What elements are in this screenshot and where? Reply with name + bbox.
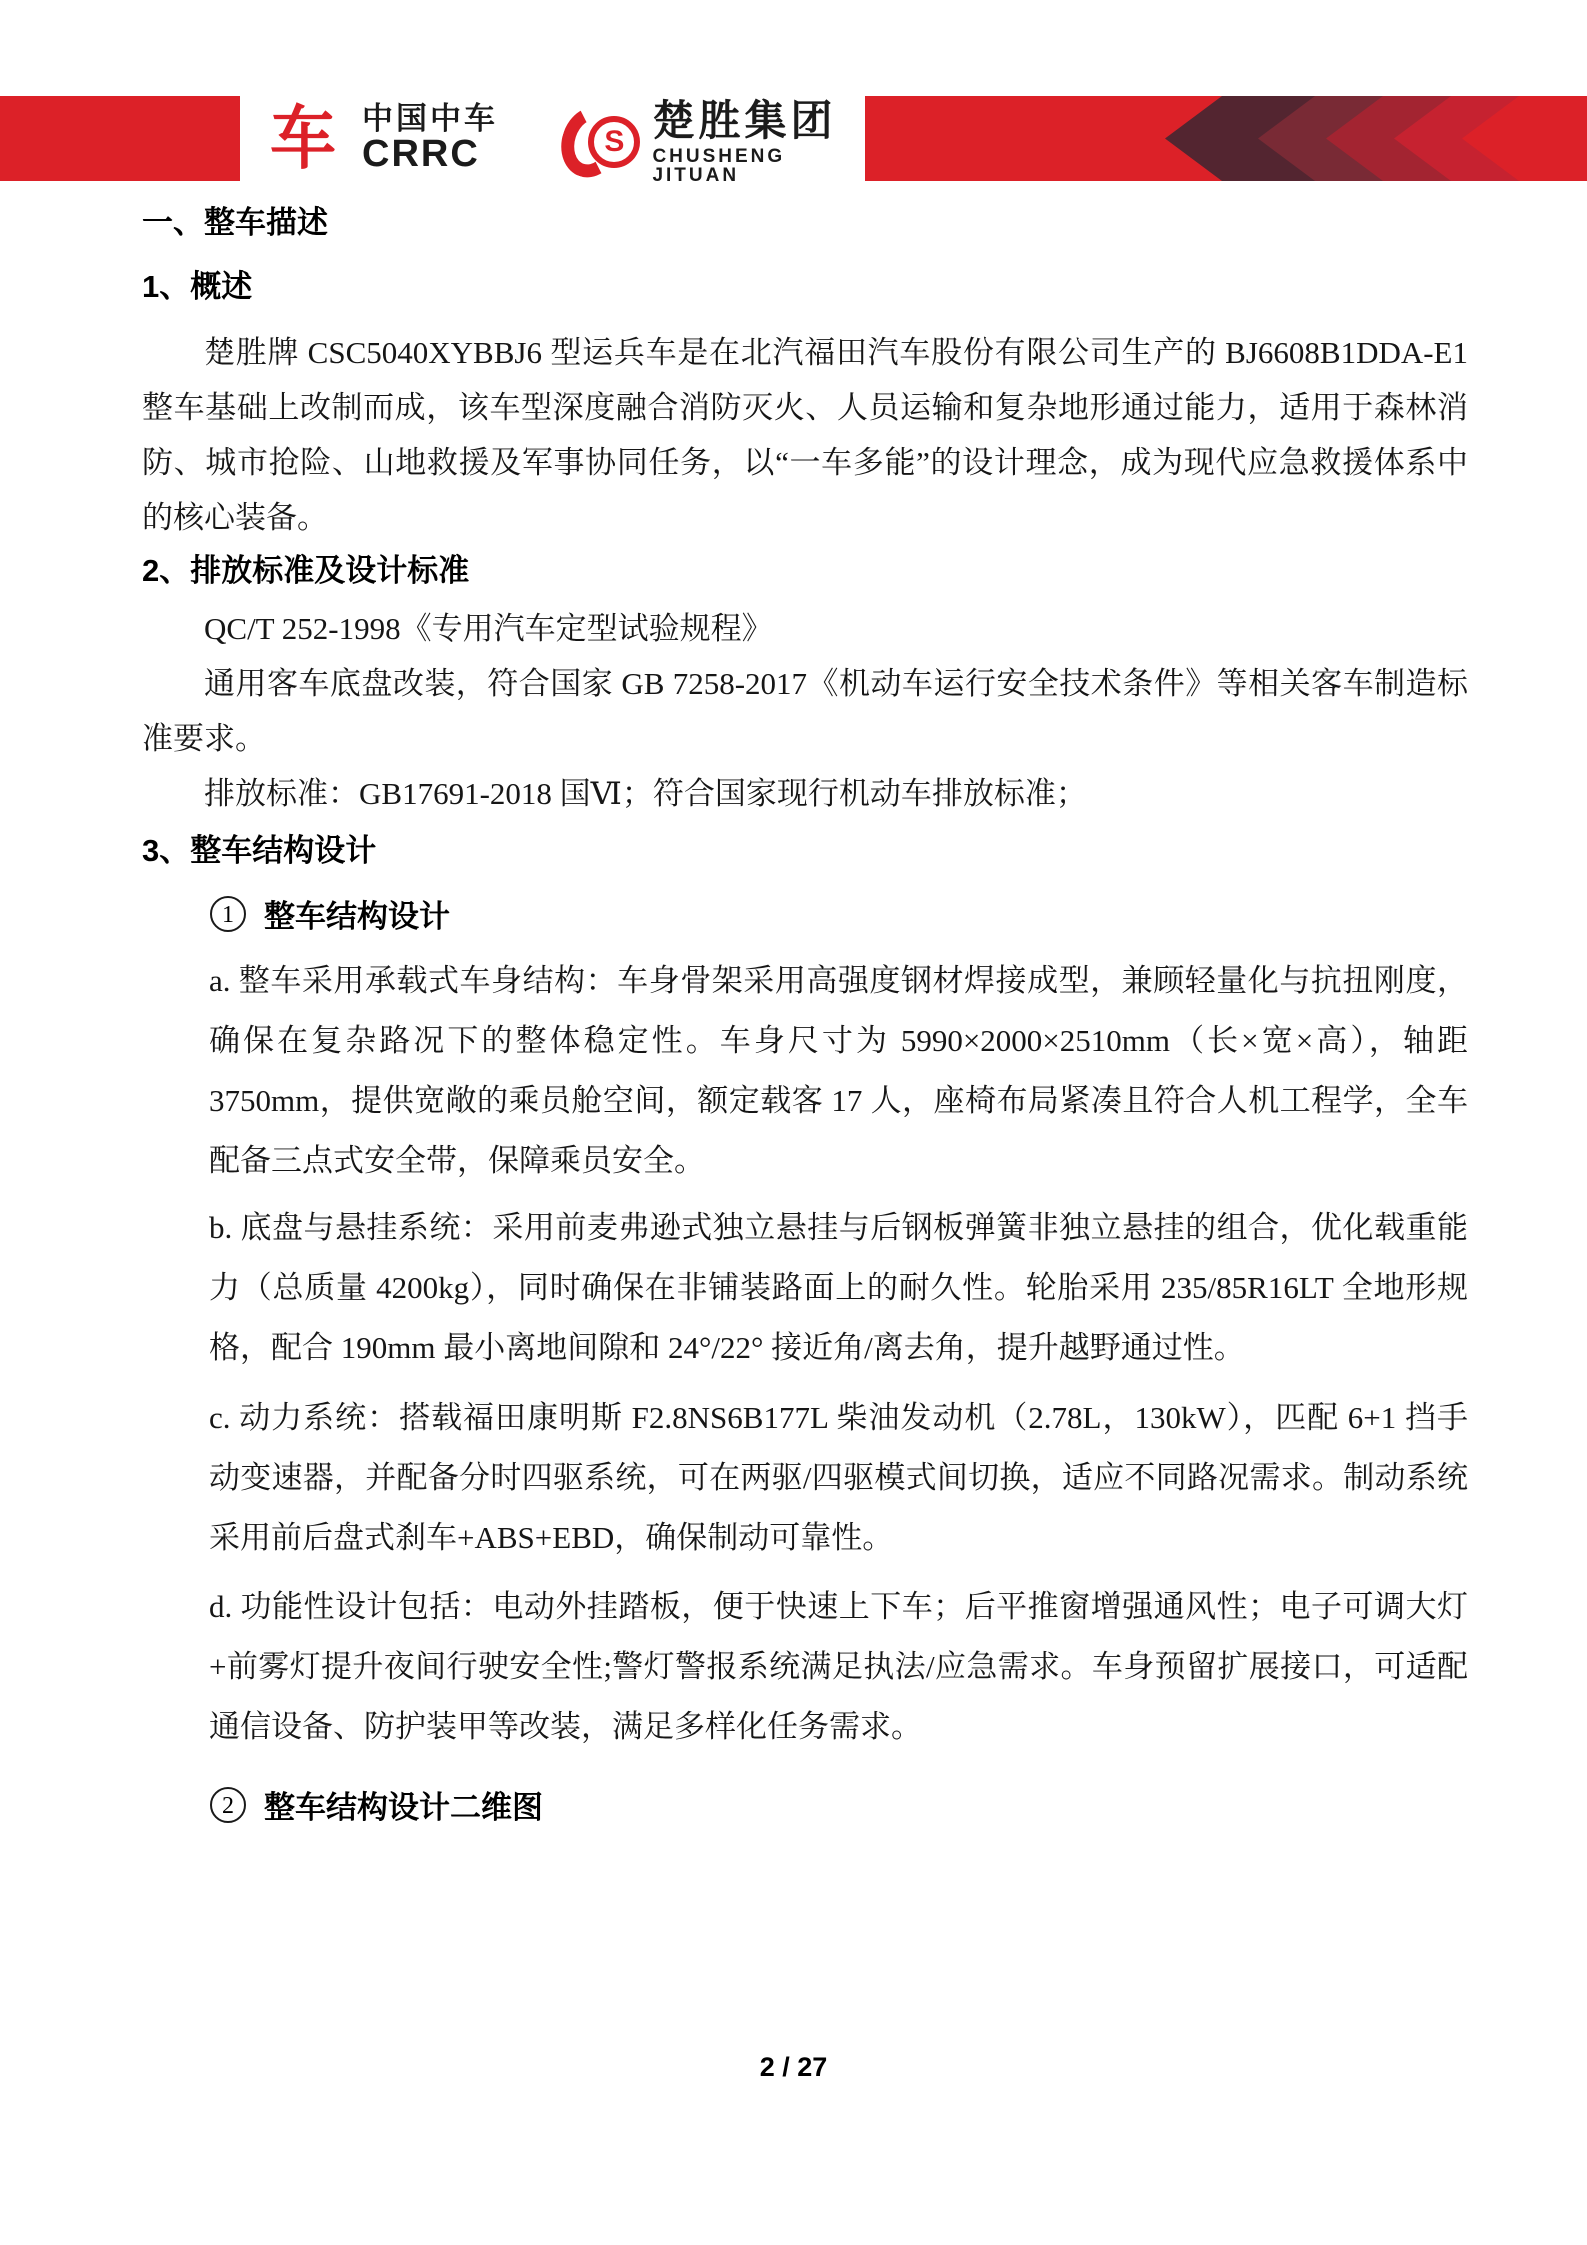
paragraph-item-c: c. 动力系统：搭载福田康明斯 F2.8NS6B177L 柴油发动机（2.78L，130kW），匹配 6+1 挡手动变速器，并配备分时四驱系统，可在两驱/四驱模式间切换，适应不同路况需求。制动系统采用前后盘式刹车+ABS+EBD，确保制动可靠性。 — [209, 1400, 1468, 1555]
chusheng-name-cn: 楚胜集团 — [652, 97, 837, 144]
crrc-logo — [270, 100, 498, 176]
heading-structure-design: 3、整车结构设计 — [142, 833, 377, 868]
subheading-structure-2d-diagram — [210, 1782, 1468, 1827]
chusheng-emblem-icon — [562, 104, 640, 182]
s-ring-icon: S — [588, 116, 640, 168]
crrc-name-en: CRRC — [362, 133, 480, 175]
heading-emission-standards: 2、排放标准及设计标准 — [142, 553, 470, 588]
circled-number-1-icon: 1 — [210, 896, 246, 932]
crrc-emblem-icon: 车 — [270, 99, 336, 177]
crrc-logo-text — [362, 103, 498, 173]
subheading-label: 整车结构设计二维图 — [264, 1790, 543, 1825]
heading-overview: 1、概述 — [142, 269, 253, 304]
crrc-name-cn: 中国中车 — [362, 101, 498, 136]
circled-number-2-icon: 2 — [210, 1787, 246, 1823]
paragraph-item-a: a. 整车采用承载式车身结构：车身骨架采用高强度钢材焊接成型，兼顾轻量化与抗扭刚度，确保在复杂路况下的整体稳定性。车身尺寸为 5990×2000×2510mm（长×宽×高），轴距 3750mm，提供宽敞的乘员舱空间，额定载客 17 人，座椅布局紧凑且符合人机工程学，全车配备三点式安全带，保障乘员安全。 — [209, 963, 1468, 1178]
chusheng-logo — [562, 97, 865, 186]
document-content — [142, 181, 1468, 1827]
page-number: 2 / 27 — [759, 2052, 828, 2082]
chusheng-logo-text — [652, 97, 865, 186]
header-red-block-left — [0, 96, 240, 181]
paragraph-item-b: b. 底盘与悬挂系统：采用前麦弗逊式独立悬挂与后钢板弹簧非独立悬挂的组合，优化载重能力（总质量 4200kg），同时确保在非铺装路面上的耐久性。轮胎采用 235/85R16LT 全地形规格，配合 190mm 最小离地间隙和 24°/22° 接近角/离去角，提升越野通过性。 — [209, 1210, 1468, 1365]
header-red-bar-right — [865, 96, 1587, 181]
paragraph-item-d: d. 功能性设计包括：电动外挂踏板，便于快速上下车；后平推窗增强通风性；电子可调大灯+前雾灯提升夜间行驶安全性;警灯警报系统满足执法/应急需求。车身预留扩展接口，可适配通信设备、防护装甲等改装，满足多样化任务需求。 — [209, 1589, 1468, 1744]
header-logo-strip — [240, 96, 865, 186]
page-footer — [0, 2052, 1587, 2083]
subheading-label: 整车结构设计 — [264, 899, 450, 934]
chusheng-name-en: CHUSHENG JITUAN — [652, 146, 786, 186]
paragraph-standard-gb7258: 通用客车底盘改装，符合国家 GB 7258-2017《机动车运行安全技术条件》等相关客车制造标准要求。 — [142, 666, 1468, 756]
heading-vehicle-description: 一、整车描述 — [142, 205, 328, 240]
subheading-structure-design — [210, 891, 1468, 936]
paragraph-overview: 楚胜牌 CSC5040XYBBJ6 型运兵车是在北汽福田汽车股份有限公司生产的 BJ6608B1DDA-E1 整车基础上改制而成，该车型深度融合消防灭火、人员运输和复杂地形通过能力，适用于森林消防、城市抢险、山地救援及军事协同任务，以“一车多能”的设计理念，成为现代应急救援体系中的核心装备。 — [142, 335, 1468, 535]
paragraph-standard-qct: QC/T 252-1998《专用汽车定型试验规程》 — [204, 611, 773, 646]
paragraph-emission-standard: 排放标准：GB17691-2018 国Ⅵ；符合国家现行机动车排放标准； — [204, 776, 1087, 811]
